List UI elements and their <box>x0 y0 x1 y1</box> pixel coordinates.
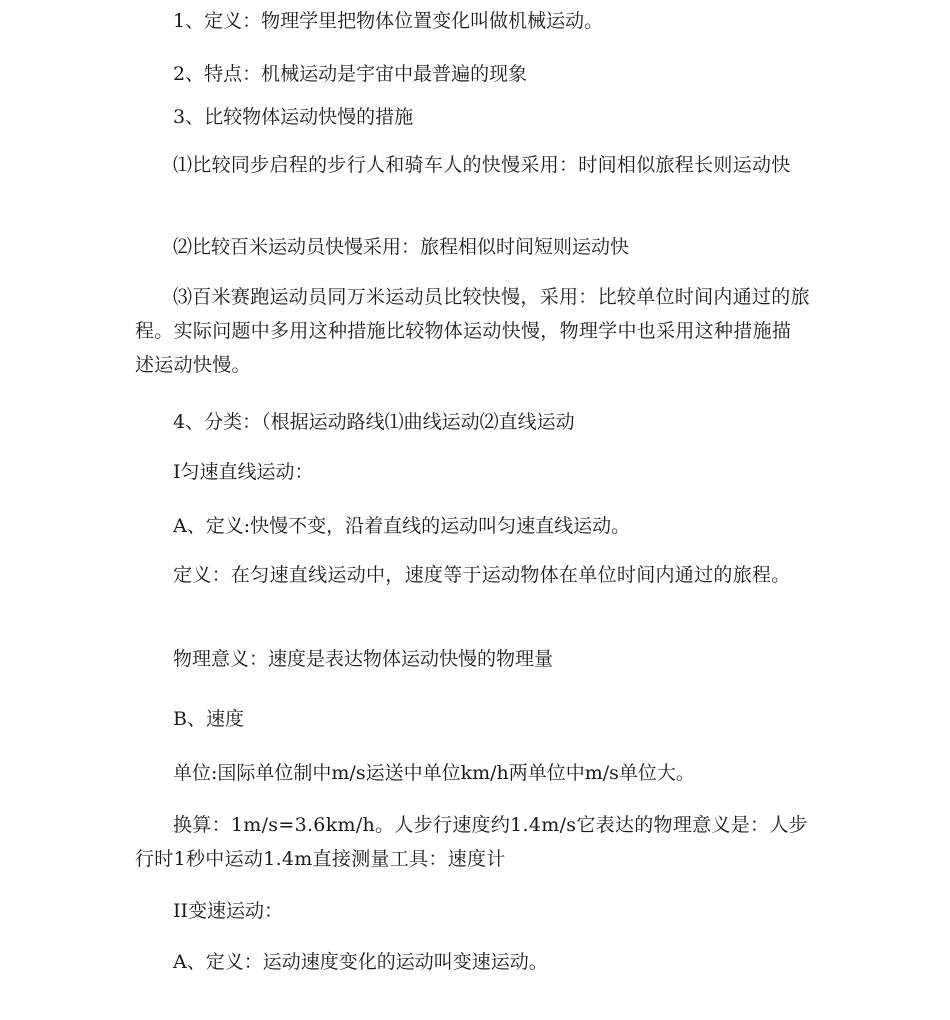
paragraph-uniform-motion-definition: A、定义:快慢不变，沿着直线的运动叫匀速直线运动。 <box>173 515 631 537</box>
paragraph-speed-definition: 定义：在匀速直线运动中，速度等于运动物体在单位时间内通过的旅程。 <box>173 564 791 586</box>
paragraph-variable-motion-definition: A、定义：运动速度变化的运动叫变速运动。 <box>173 951 548 973</box>
paragraph-compare-methods-heading: 3、比较物体运动快慢的措施 <box>173 106 414 128</box>
paragraph-variable-motion-heading: II变速运动： <box>173 900 284 922</box>
paragraph-classification: 4、分类：（根据运动路线⑴曲线运动⑵直线运动 <box>173 411 575 433</box>
paragraph-compare-method-3: ⑶百米赛跑运动员同万米运动员比较快慢，采用：比较单位时间内通过的旅程。实际问题中多用这种措施比较物体运动快慢，物理学中也采用这种措施描述运动快慢。 <box>135 286 810 376</box>
paragraph-speed-heading: B、速度 <box>173 708 244 730</box>
paragraph-definition: 1、定义：物理学里把物体位置变化叫做机械运动。 <box>173 10 604 32</box>
paragraph-feature: 2、特点：机械运动是宇宙中最普遍的现象 <box>173 63 528 85</box>
paragraph-compare-method-1: ⑴比较同步启程的步行人和骑车人的快慢采用：时间相似旅程长则运动快 <box>173 154 791 176</box>
paragraph-physical-meaning: 物理意义：速度是表达物体运动快慢的物理量 <box>173 648 554 670</box>
paragraph-compare-method-2: ⑵比较百米运动员快慢采用：旅程相似时间短则运动快 <box>173 236 630 258</box>
paragraph-unit-conversion: 换算：1m/s=3.6km/h。人步行速度约1.4m/s它表达的物理意义是：人步行时1秒中运动1.4m直接测量工具：速度计 <box>135 814 808 870</box>
paragraph-speed-units: 单位:国际单位制中m/s运送中单位km/h两单位中m/s单位大。 <box>173 762 695 784</box>
paragraph-uniform-motion-heading: I匀速直线运动： <box>173 461 314 483</box>
